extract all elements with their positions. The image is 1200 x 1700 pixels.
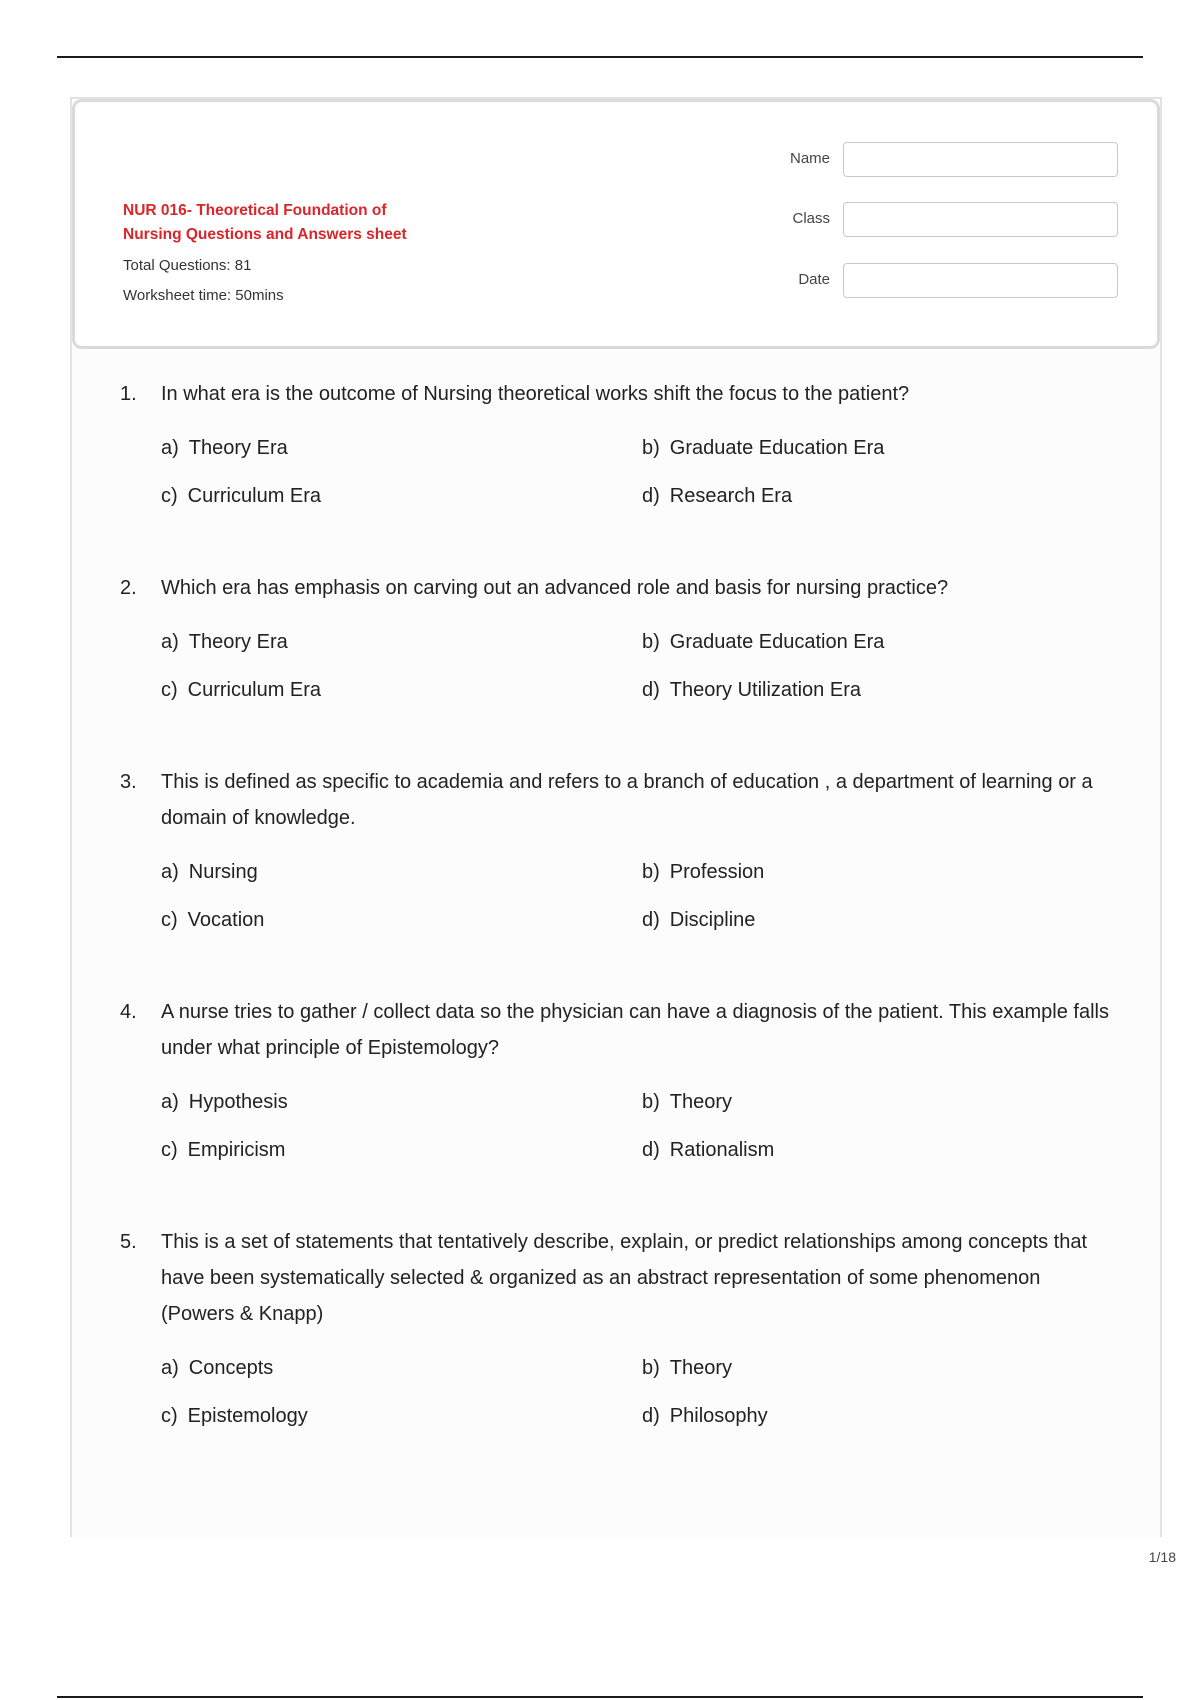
option-letter: d) <box>642 485 660 507</box>
option-letter: d) <box>642 1405 660 1427</box>
question-number: 1. <box>120 383 137 405</box>
option-letter: c) <box>161 679 178 701</box>
option-b[interactable] <box>642 434 884 462</box>
option-text: Vocation <box>187 909 265 931</box>
option-text: Hypothesis <box>188 1091 288 1113</box>
option-letter: b) <box>642 1091 660 1113</box>
option-letter: d) <box>642 1139 660 1161</box>
question-number: 5. <box>120 1231 137 1253</box>
option-text: Profession <box>669 861 765 883</box>
worksheet-page <box>70 97 1162 1537</box>
title-line-1: NUR 016- Theoretical Foundation of <box>123 202 387 219</box>
option-a[interactable] <box>161 858 258 886</box>
question-text: Which era has emphasis on carving out an advanced role and basis for nursing practice? <box>161 577 949 599</box>
class-field[interactable] <box>843 202 1118 237</box>
option-letter: a) <box>161 861 179 883</box>
top-rule <box>57 56 1143 58</box>
option-letter: a) <box>161 1357 179 1379</box>
option-c[interactable] <box>161 482 321 510</box>
option-text: Research Era <box>669 485 793 507</box>
option-text: Theory Era <box>188 631 288 653</box>
question-text: This is a set of statements that tentatively describe, explain, or predict relationships among concepts that have been systematically selected & organized as an abstract representation of some phenomenon (Powers & Knapp) <box>161 1231 1088 1325</box>
option-text: Rationalism <box>669 1139 775 1161</box>
option-a[interactable] <box>161 434 288 462</box>
option-d[interactable] <box>642 1136 774 1164</box>
option-a[interactable] <box>161 1088 288 1116</box>
option-a[interactable] <box>161 628 288 656</box>
page-number: 1/18 <box>1148 1549 1176 1565</box>
option-letter: b) <box>642 631 660 653</box>
option-c[interactable] <box>161 906 264 934</box>
worksheet-time: Worksheet time: 50mins <box>123 287 284 304</box>
option-text: Epistemology <box>187 1405 308 1427</box>
option-letter: b) <box>642 437 660 459</box>
worksheet-header <box>72 99 1160 349</box>
option-text: Theory <box>669 1357 733 1379</box>
option-letter: c) <box>161 909 178 931</box>
question-number: 2. <box>120 577 137 599</box>
option-text: Theory <box>669 1091 733 1113</box>
option-a[interactable] <box>161 1354 273 1382</box>
question-number: 4. <box>120 1001 137 1023</box>
option-text: Curriculum Era <box>187 679 322 701</box>
option-b[interactable] <box>642 1088 732 1116</box>
option-letter: b) <box>642 861 660 883</box>
option-c[interactable] <box>161 1402 308 1430</box>
option-letter: a) <box>161 437 179 459</box>
question-text: This is defined as specific to academia and refers to a branch of education , a department of learning or a domain of knowledge. <box>161 771 1093 829</box>
option-letter: c) <box>161 1139 178 1161</box>
option-text: Empiricism <box>187 1139 286 1161</box>
option-letter: d) <box>642 679 660 701</box>
option-b[interactable] <box>642 858 764 886</box>
question-text: In what era is the outcome of Nursing theoretical works shift the focus to the patient? <box>161 383 910 405</box>
option-text: Graduate Education Era <box>669 437 885 459</box>
option-text: Curriculum Era <box>187 485 322 507</box>
option-c[interactable] <box>161 676 321 704</box>
option-d[interactable] <box>642 676 861 704</box>
option-text: Theory Utilization Era <box>669 679 861 701</box>
option-d[interactable] <box>642 1402 768 1430</box>
class-label: Class <box>792 210 830 227</box>
question-text: A nurse tries to gather / collect data so the physician can have a diagnosis of the patient. This example falls under what principle of Epistemology? <box>161 1001 1109 1059</box>
option-text: Discipline <box>669 909 756 931</box>
option-letter: a) <box>161 631 179 653</box>
option-letter: c) <box>161 485 178 507</box>
option-d[interactable] <box>642 906 755 934</box>
question-number: 3. <box>120 771 137 793</box>
option-b[interactable] <box>642 1354 732 1382</box>
option-letter: c) <box>161 1405 178 1427</box>
date-label: Date <box>798 271 830 288</box>
option-letter: b) <box>642 1357 660 1379</box>
bottom-rule <box>57 1696 1143 1698</box>
option-text: Nursing <box>188 861 258 883</box>
option-d[interactable] <box>642 482 792 510</box>
title-line-2: Nursing Questions and Answers sheet <box>123 226 407 243</box>
option-text: Philosophy <box>669 1405 768 1427</box>
option-c[interactable] <box>161 1136 285 1164</box>
option-text: Concepts <box>188 1357 274 1379</box>
name-label: Name <box>789 150 830 167</box>
option-letter: a) <box>161 1091 179 1113</box>
worksheet-title <box>123 199 483 247</box>
name-field[interactable] <box>843 142 1118 177</box>
option-text: Theory Era <box>188 437 288 459</box>
date-field[interactable] <box>843 263 1118 298</box>
option-letter: d) <box>642 909 660 931</box>
option-b[interactable] <box>642 628 884 656</box>
total-questions: Total Questions: 81 <box>123 257 252 274</box>
option-text: Graduate Education Era <box>669 631 885 653</box>
